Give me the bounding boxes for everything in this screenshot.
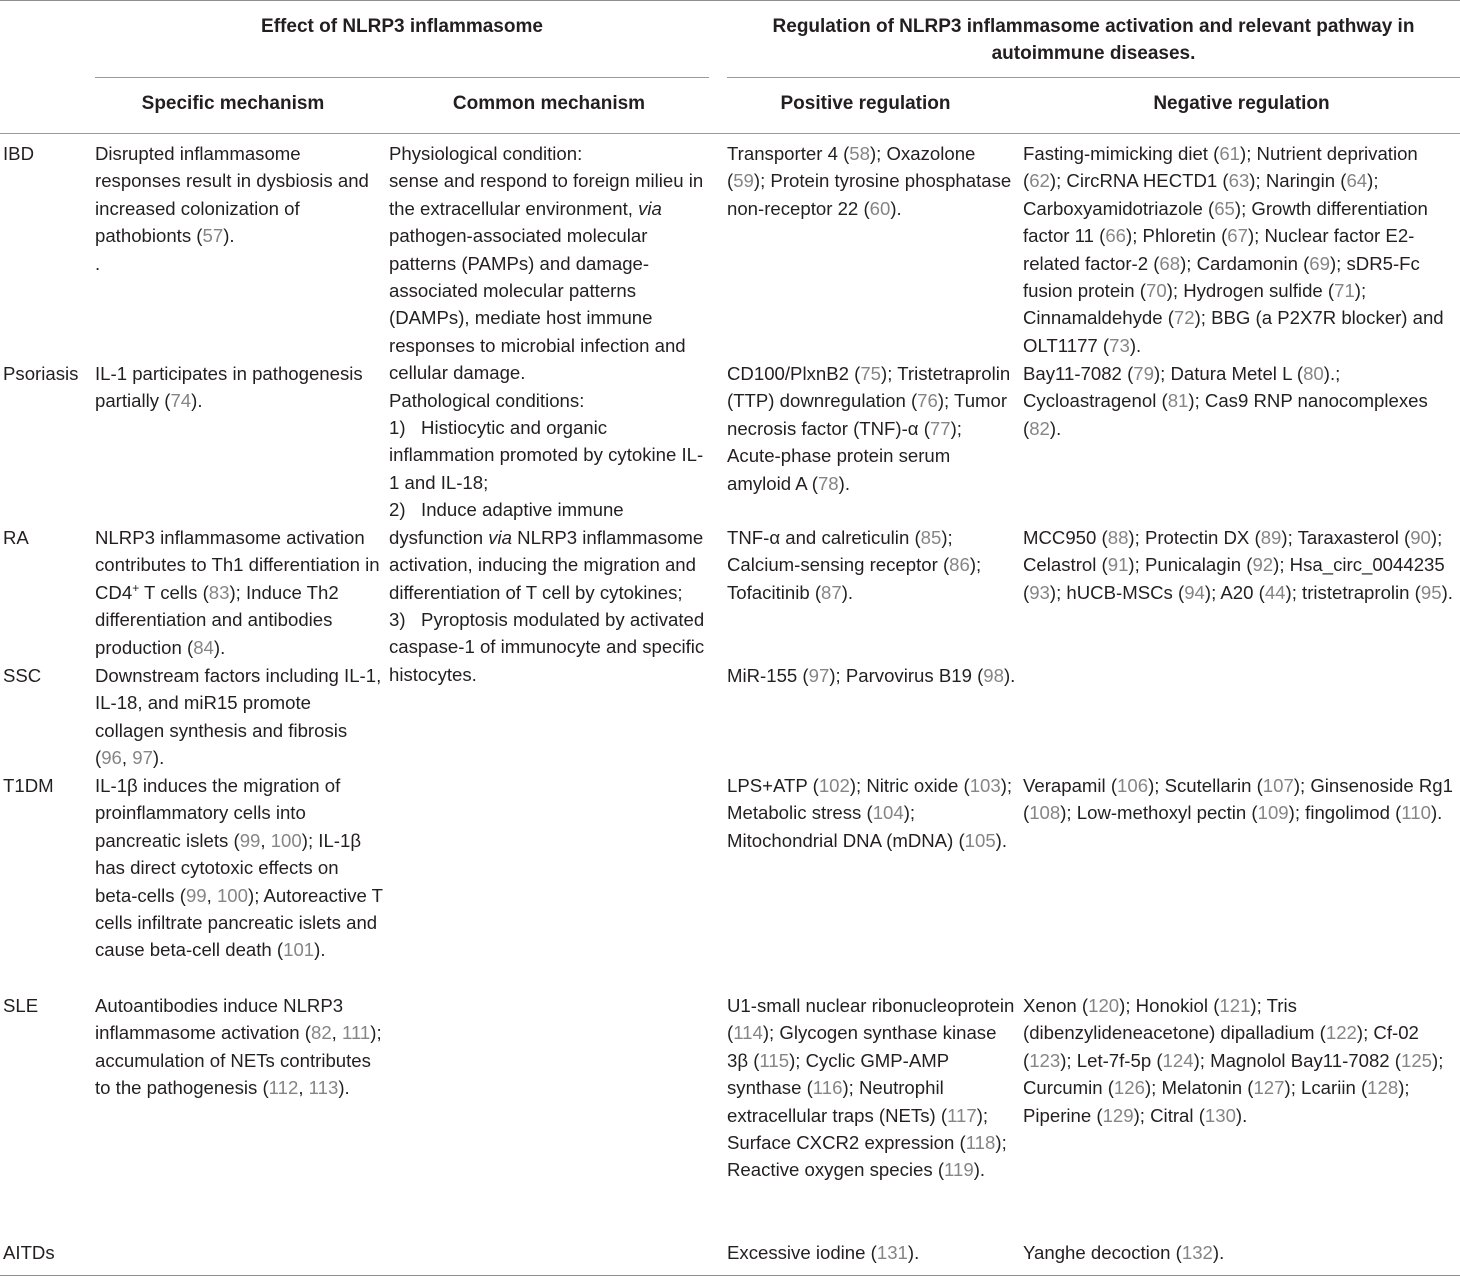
ibd-specific-mechanism: Disrupted inflammasome responses result in dysbiosis and increased colonization of pathobionts (57). . [95, 143, 369, 274]
column-header-common: Common mechanism [452, 93, 646, 114]
reference-link[interactable]: 59 [733, 170, 754, 192]
reference-link[interactable]: 123 [1029, 1049, 1061, 1071]
reference-link[interactable]: 120 [1088, 995, 1120, 1016]
sle-positive-regulation: U1-small nuclear ribonucleoprotein (114); Glycogen synthase kinase 3β (115); Cyclic GMP-AMP synthase (116); Neutrophil extracellular traps (NETs) (117); Surface CXCR2 expression (118); Reactive oxygen species (119). [727, 995, 1015, 1181]
row-label-psoriasis: Psoriasis [3, 363, 79, 384]
pathological-title: Pathological conditions: [389, 389, 585, 411]
reference-link[interactable]: 67 [1227, 225, 1248, 247]
reference-link[interactable]: 122 [1325, 1022, 1357, 1044]
ra-negative-regulation: MCC950 (88); Protectin DX (89); Taraxasterol (90); Celastrol (91); Punicalagin (92); Hsa_circ_0044235 (93); hUCB-MSCs (94); A20 (44); tristetraprolin (95). [1023, 527, 1453, 603]
reference-link[interactable]: 61 [1219, 143, 1241, 164]
reference-link[interactable]: 99 [185, 884, 207, 906]
reference-link[interactable]: 98 [983, 665, 1004, 686]
reference-link[interactable]: 89 [1260, 527, 1282, 548]
reference-link[interactable]: 57 [202, 225, 224, 247]
t1dm-negative-regulation: Verapamil (106); Scutellarin (107); Ginsenoside Rg1 (108); Low-methoxyl pectin (109); fingolimod (110). [1023, 775, 1453, 824]
reference-link[interactable]: 66 [1105, 225, 1127, 247]
common-mechanism: Physiological condition: sense and respond to foreign milieu in the extracellular environment, via pathogen-associated molecular patterns (PAMPs) and damage-associated molecular patterns (DAMPs), mediate host immune responses to microbial infection and cellular damage. Pathological conditions: 1) Histiocytic and organic inflammation promoted by cytokine IL-1 and IL-18; 2) Induce adaptive immune dysfunction via NLRP3 inflammasome activation, inducing the migration and differentiation of T cell by cytokines; 3) Pyroptosis modulated by activated caspase-1 of immunocyte and specific histocytes. [389, 143, 705, 685]
reference-link[interactable]: 60 [869, 197, 891, 219]
ra-specific-mechanism: NLRP3 inflammasome activation contributes to Th1 differentiation in CD4+ T cells (83); Induce Th2 differentiation and antibodies production (84). [95, 527, 380, 658]
reference-link[interactable]: 96 [101, 747, 122, 769]
reference-link[interactable]: 82 [1029, 417, 1050, 439]
reference-link[interactable]: 78 [817, 472, 839, 494]
t1dm-positive-regulation: LPS+ATP (102); Nitric oxide (103); Metabolic stress (104); Mitochondrial DNA (mDNA) (105). [727, 775, 1013, 851]
row-label-ra: RA [3, 527, 29, 548]
reference-link[interactable]: 88 [1107, 527, 1129, 548]
reference-link[interactable]: 102 [818, 775, 850, 796]
reference-link[interactable]: 93 [1029, 581, 1050, 603]
reference-link[interactable]: 107 [1262, 775, 1294, 796]
reference-link[interactable]: 94 [1184, 581, 1205, 603]
row-label-ssc: SSC [3, 665, 42, 686]
reference-link[interactable]: 113 [308, 1077, 339, 1099]
reference-link[interactable]: 70 [1146, 280, 1167, 302]
reference-link[interactable]: 111 [342, 1022, 371, 1044]
reference-link[interactable]: 121 [1219, 995, 1251, 1016]
reference-link[interactable]: 110 [1401, 802, 1431, 824]
reference-link[interactable]: 131 [876, 1242, 908, 1263]
reference-link[interactable]: 82 [310, 1022, 332, 1044]
row-label-aitds: AITDs [3, 1242, 55, 1263]
reference-link[interactable]: 73 [1109, 334, 1130, 356]
aitds-positive-regulation: Excessive iodine (131). [727, 1242, 920, 1263]
effect-group-header: Effect of NLRP3 inflammasome [261, 16, 543, 37]
row-label-ibd: IBD [3, 143, 34, 164]
regulation-group-line1: Regulation of NLRP3 inflammasome activation and relevant pathway in [772, 16, 1415, 37]
reference-link[interactable]: 125 [1400, 1049, 1433, 1071]
reference-link[interactable]: 86 [949, 554, 970, 576]
reference-link[interactable]: 65 [1214, 197, 1235, 219]
reference-link[interactable]: 129 [1102, 1104, 1134, 1126]
psoriasis-specific-mechanism: IL-1 participates in pathogenesis partially (74). [95, 363, 363, 412]
reference-link[interactable]: 105 [964, 829, 996, 851]
ssc-positive-regulation: MiR-155 (97); Parvovirus B19 (98). [727, 665, 1016, 686]
reference-link[interactable]: 99 [239, 829, 261, 851]
reference-link[interactable]: 108 [1029, 802, 1061, 824]
reference-link[interactable]: 132 [1181, 1242, 1213, 1263]
aitds-negative-regulation: Yanghe decoction (132). [1023, 1242, 1225, 1263]
sle-negative-regulation: Xenon (120); Honokiol (121); Tris (dibenzylideneacetone) dipalladium (122); Cf-02 (123); Let-7f-5p (124); Magnolol Bay11-7082 (125); Curcumin (126); Melatonin (127); Lcariin (128); Piperine (129); Citral (130). [1023, 995, 1444, 1126]
reference-link[interactable]: 104 [872, 802, 904, 824]
reference-link[interactable]: 106 [1117, 775, 1149, 796]
reference-link[interactable]: 119 [944, 1159, 974, 1181]
reference-link[interactable]: 97 [808, 665, 830, 686]
psoriasis-positive-regulation: CD100/PlxnB2 (75); Tristetraprolin (TTP) downregulation (76); Tumor necrosis factor (TNF)-α (77); Acute-phase protein serum amyloid A (78). [727, 363, 1011, 494]
reference-link[interactable]: 84 [193, 636, 214, 658]
reference-link[interactable]: 79 [1133, 363, 1154, 384]
column-header-specific: Specific mechanism [141, 93, 325, 114]
reference-link[interactable]: 100 [216, 884, 248, 906]
table-bottom-rule [0, 1275, 1460, 1276]
reference-link[interactable]: 44 [1264, 581, 1286, 603]
reference-link[interactable]: 118 [965, 1132, 996, 1154]
reference-link[interactable]: 97 [132, 747, 153, 769]
regulation-group-header [727, 13, 1460, 68]
reference-link[interactable]: 64 [1346, 170, 1368, 192]
effect-group-rule [95, 77, 709, 78]
reference-link[interactable]: 95 [1420, 581, 1442, 603]
row-label-t1dm: T1DM [3, 775, 54, 796]
reference-link[interactable]: 62 [1029, 170, 1050, 192]
reference-link[interactable]: 83 [208, 581, 230, 603]
reference-link[interactable]: 75 [860, 363, 882, 384]
reference-link[interactable]: 87 [821, 581, 842, 603]
reference-link[interactable]: 115 [759, 1049, 790, 1071]
reference-link[interactable]: 109 [1257, 802, 1289, 824]
reference-link[interactable]: 112 [268, 1077, 299, 1099]
reference-link[interactable]: 116 [812, 1077, 843, 1099]
reference-link[interactable]: 103 [969, 775, 1001, 796]
reference-link[interactable]: 69 [1309, 252, 1330, 274]
regulation-group-line2: autoimmune diseases. [991, 43, 1196, 65]
reference-link[interactable]: 71 [1334, 280, 1355, 302]
reference-link[interactable]: 126 [1113, 1077, 1145, 1099]
reference-link[interactable]: 85 [920, 527, 942, 548]
reference-link[interactable]: 130 [1204, 1104, 1236, 1126]
reference-link[interactable]: 68 [1159, 252, 1181, 274]
physiological-title: Physiological condition: [389, 143, 583, 164]
regulation-group-rule [727, 77, 1460, 78]
reference-link[interactable]: 72 [1173, 307, 1195, 329]
reference-link[interactable]: 101 [283, 939, 315, 961]
reference-link[interactable]: 127 [1253, 1077, 1285, 1099]
column-header-negative: Negative regulation [1153, 93, 1330, 114]
reference-link[interactable]: 74 [170, 390, 192, 412]
reference-link[interactable]: 77 [929, 417, 951, 439]
ra-positive-regulation: TNF-α and calreticulin (85); Calcium-sensing receptor (86); Tofacitinib (87). [727, 527, 982, 603]
row-label-sle: SLE [3, 995, 39, 1016]
ibd-negative-regulation: Fasting-mimicking diet (61); Nutrient deprivation (62); CircRNA HECTD1 (63); Naringin (64); Carboxyamidotriazole (65); Growth differentiation factor 11 (66); Phloretin (67); Nuclear factor E2-related factor-2 (68); Cardamonin (69); sDR5-Fc fusion protein (70); Hydrogen sulfide (71); Cinnamaldehyde (72); BBG (a P2X7R blocker) and OLT1177 (73). [1023, 143, 1444, 356]
reference-link[interactable]: 114 [733, 1022, 763, 1044]
column-header-positive: Positive regulation [780, 93, 951, 114]
reference-link[interactable]: 81 [1167, 390, 1189, 412]
reference-link[interactable]: 80 [1303, 363, 1324, 384]
header-bottom-rule [0, 133, 1460, 134]
reference-link[interactable]: 90 [1410, 527, 1431, 548]
t1dm-specific-mechanism: IL-1β induces the migration of proinflammatory cells into pancreatic islets (99, 100); IL-1β has direct cytotoxic effects on beta-cells (99, 100); Autoreactive T cells infiltrate pancreatic islets and cause beta-cell death (101). [95, 775, 383, 961]
psoriasis-negative-regulation: Bay11-7082 (79); Datura Metel L (80).; Cycloastragenol (81); Cas9 RNP nanocomplexes (82). [1023, 363, 1428, 439]
reference-link[interactable]: 100 [270, 829, 302, 851]
ssc-specific-mechanism: Downstream factors including IL-1, IL-18, and miR15 promote collagen synthesis and fibrosis (96, 97). [95, 665, 382, 769]
reference-link[interactable]: 117 [947, 1104, 977, 1126]
reference-link[interactable]: 58 [849, 143, 870, 164]
reference-link[interactable]: 124 [1162, 1049, 1194, 1071]
reference-link[interactable]: 63 [1228, 170, 1250, 192]
ibd-positive-regulation: Transporter 4 (58); Oxazolone (59); Protein tyrosine phosphatase non-receptor 22 (60). [727, 143, 1012, 219]
reference-link[interactable]: 91 [1107, 554, 1129, 576]
sle-specific-mechanism: Autoantibodies induce NLRP3 inflammasome activation (82, 111); accumulation of NETs contributes to the pathogenesis (112, 113). [95, 995, 382, 1099]
reference-link[interactable]: 128 [1367, 1077, 1399, 1099]
table-top-rule [0, 0, 1460, 1]
reference-link[interactable]: 92 [1252, 554, 1274, 576]
reference-link[interactable]: 76 [917, 390, 938, 412]
